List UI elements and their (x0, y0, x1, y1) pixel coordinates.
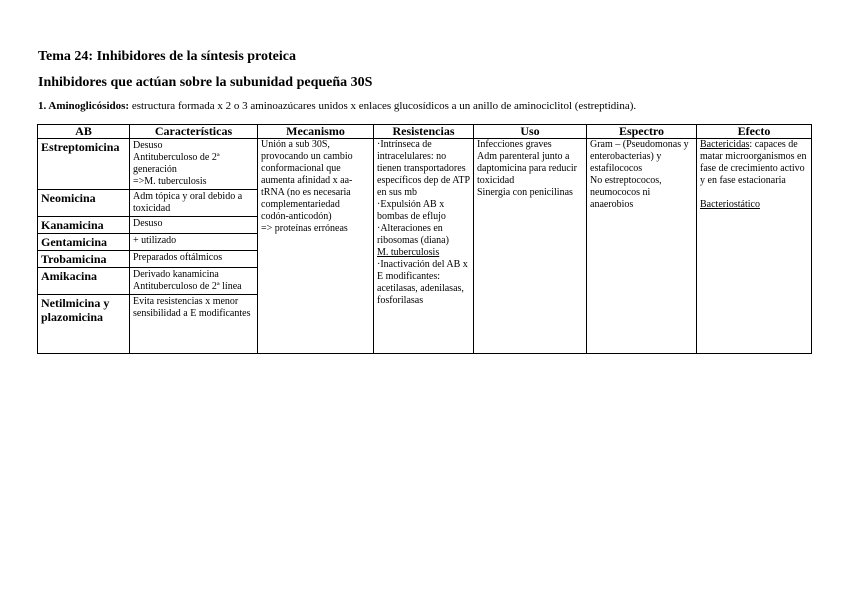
spectrum-cell: Gram – (Pseudomonas y enterobacterias) y estafilococos No estreptococos, neumococos ni anaerobios (587, 139, 697, 354)
intro-paragraph (38, 100, 636, 112)
antibiotic-name: Estreptomicina (38, 139, 130, 190)
characteristics-cell: + utilizado (130, 234, 258, 251)
intro-label: 1. Aminoglicósidos: (38, 100, 130, 112)
mechanism-cell: Unión a sub 30S, provocando un cambio conformacional que aumenta afinidad x aa-tRNA (no es necesaria complementariedad codón-anticodón) => proteínas erróneas (258, 139, 374, 354)
header-cell: AB (38, 125, 130, 139)
antibiotic-name: Trobamicina (38, 251, 130, 268)
header-cell: Características (130, 125, 258, 139)
intro-text: estructura formada x 2 o 3 aminoazúcares unidos x enlaces glucosídicos a un anillo de aminociclitol (estreptidina). (129, 100, 637, 112)
header-cell: Espectro (587, 125, 697, 139)
characteristics-cell: Desuso (130, 217, 258, 234)
characteristics-cell: Adm tópica y oral debido a toxicidad (130, 190, 258, 217)
antibiotic-name: Gentamicina (38, 234, 130, 251)
bacteriostatico-term: Bacteriostático (700, 199, 760, 210)
characteristics-cell: Desuso Antituberculoso de 2ª generación =>M. tuberculosis (130, 139, 258, 190)
header-cell: Uso (474, 125, 587, 139)
characteristics-cell: Evita resistencias x menor sensibilidad a E modificantes (130, 295, 258, 354)
header-cell: Mecanismo (258, 125, 374, 139)
use-cell: Infecciones graves Adm parenteral junto a daptomicina para reducir toxicidad Sinergia con penicilinas (474, 139, 587, 354)
effect-cell: Bactericidas: capaces de matar microorganismos en fase de crecimiento activo y en fase estacionaria Bacteriostático (697, 139, 812, 354)
antibiotic-name: Neomicina (38, 190, 130, 217)
table-header-row (38, 125, 812, 139)
table-row (38, 139, 812, 190)
resistances-cell: ·Intrínseca de intracelulares: no tienen transportadores específicos dep de ATP en sus mb ·Expulsión AB x bombas de eflujo ·Alteraciones en ribosomas (diana) M. tuberculosis ·Inactivación del AB x E modificantes: acetilasas, adenilasas, fosforilasas (374, 139, 474, 354)
header-cell: Efecto (697, 125, 812, 139)
antibiotics-table (37, 124, 812, 354)
bactericidas-term: Bactericidas (700, 139, 750, 150)
antibiotic-name: Netilmicina y plazomicina (38, 295, 130, 354)
characteristics-cell: Derivado kanamicina Antituberculoso de 2ª línea (130, 268, 258, 295)
page-title: Tema 24: Inhibidores de la síntesis proteica (38, 49, 296, 64)
characteristics-cell: Preparados oftálmicos (130, 251, 258, 268)
antibiotic-name: Amikacina (38, 268, 130, 295)
section-subtitle: Inhibidores que actúan sobre la subunidad pequeña 30S (38, 75, 373, 90)
antibiotic-name: Kanamicina (38, 217, 130, 234)
header-cell: Resistencias (374, 125, 474, 139)
